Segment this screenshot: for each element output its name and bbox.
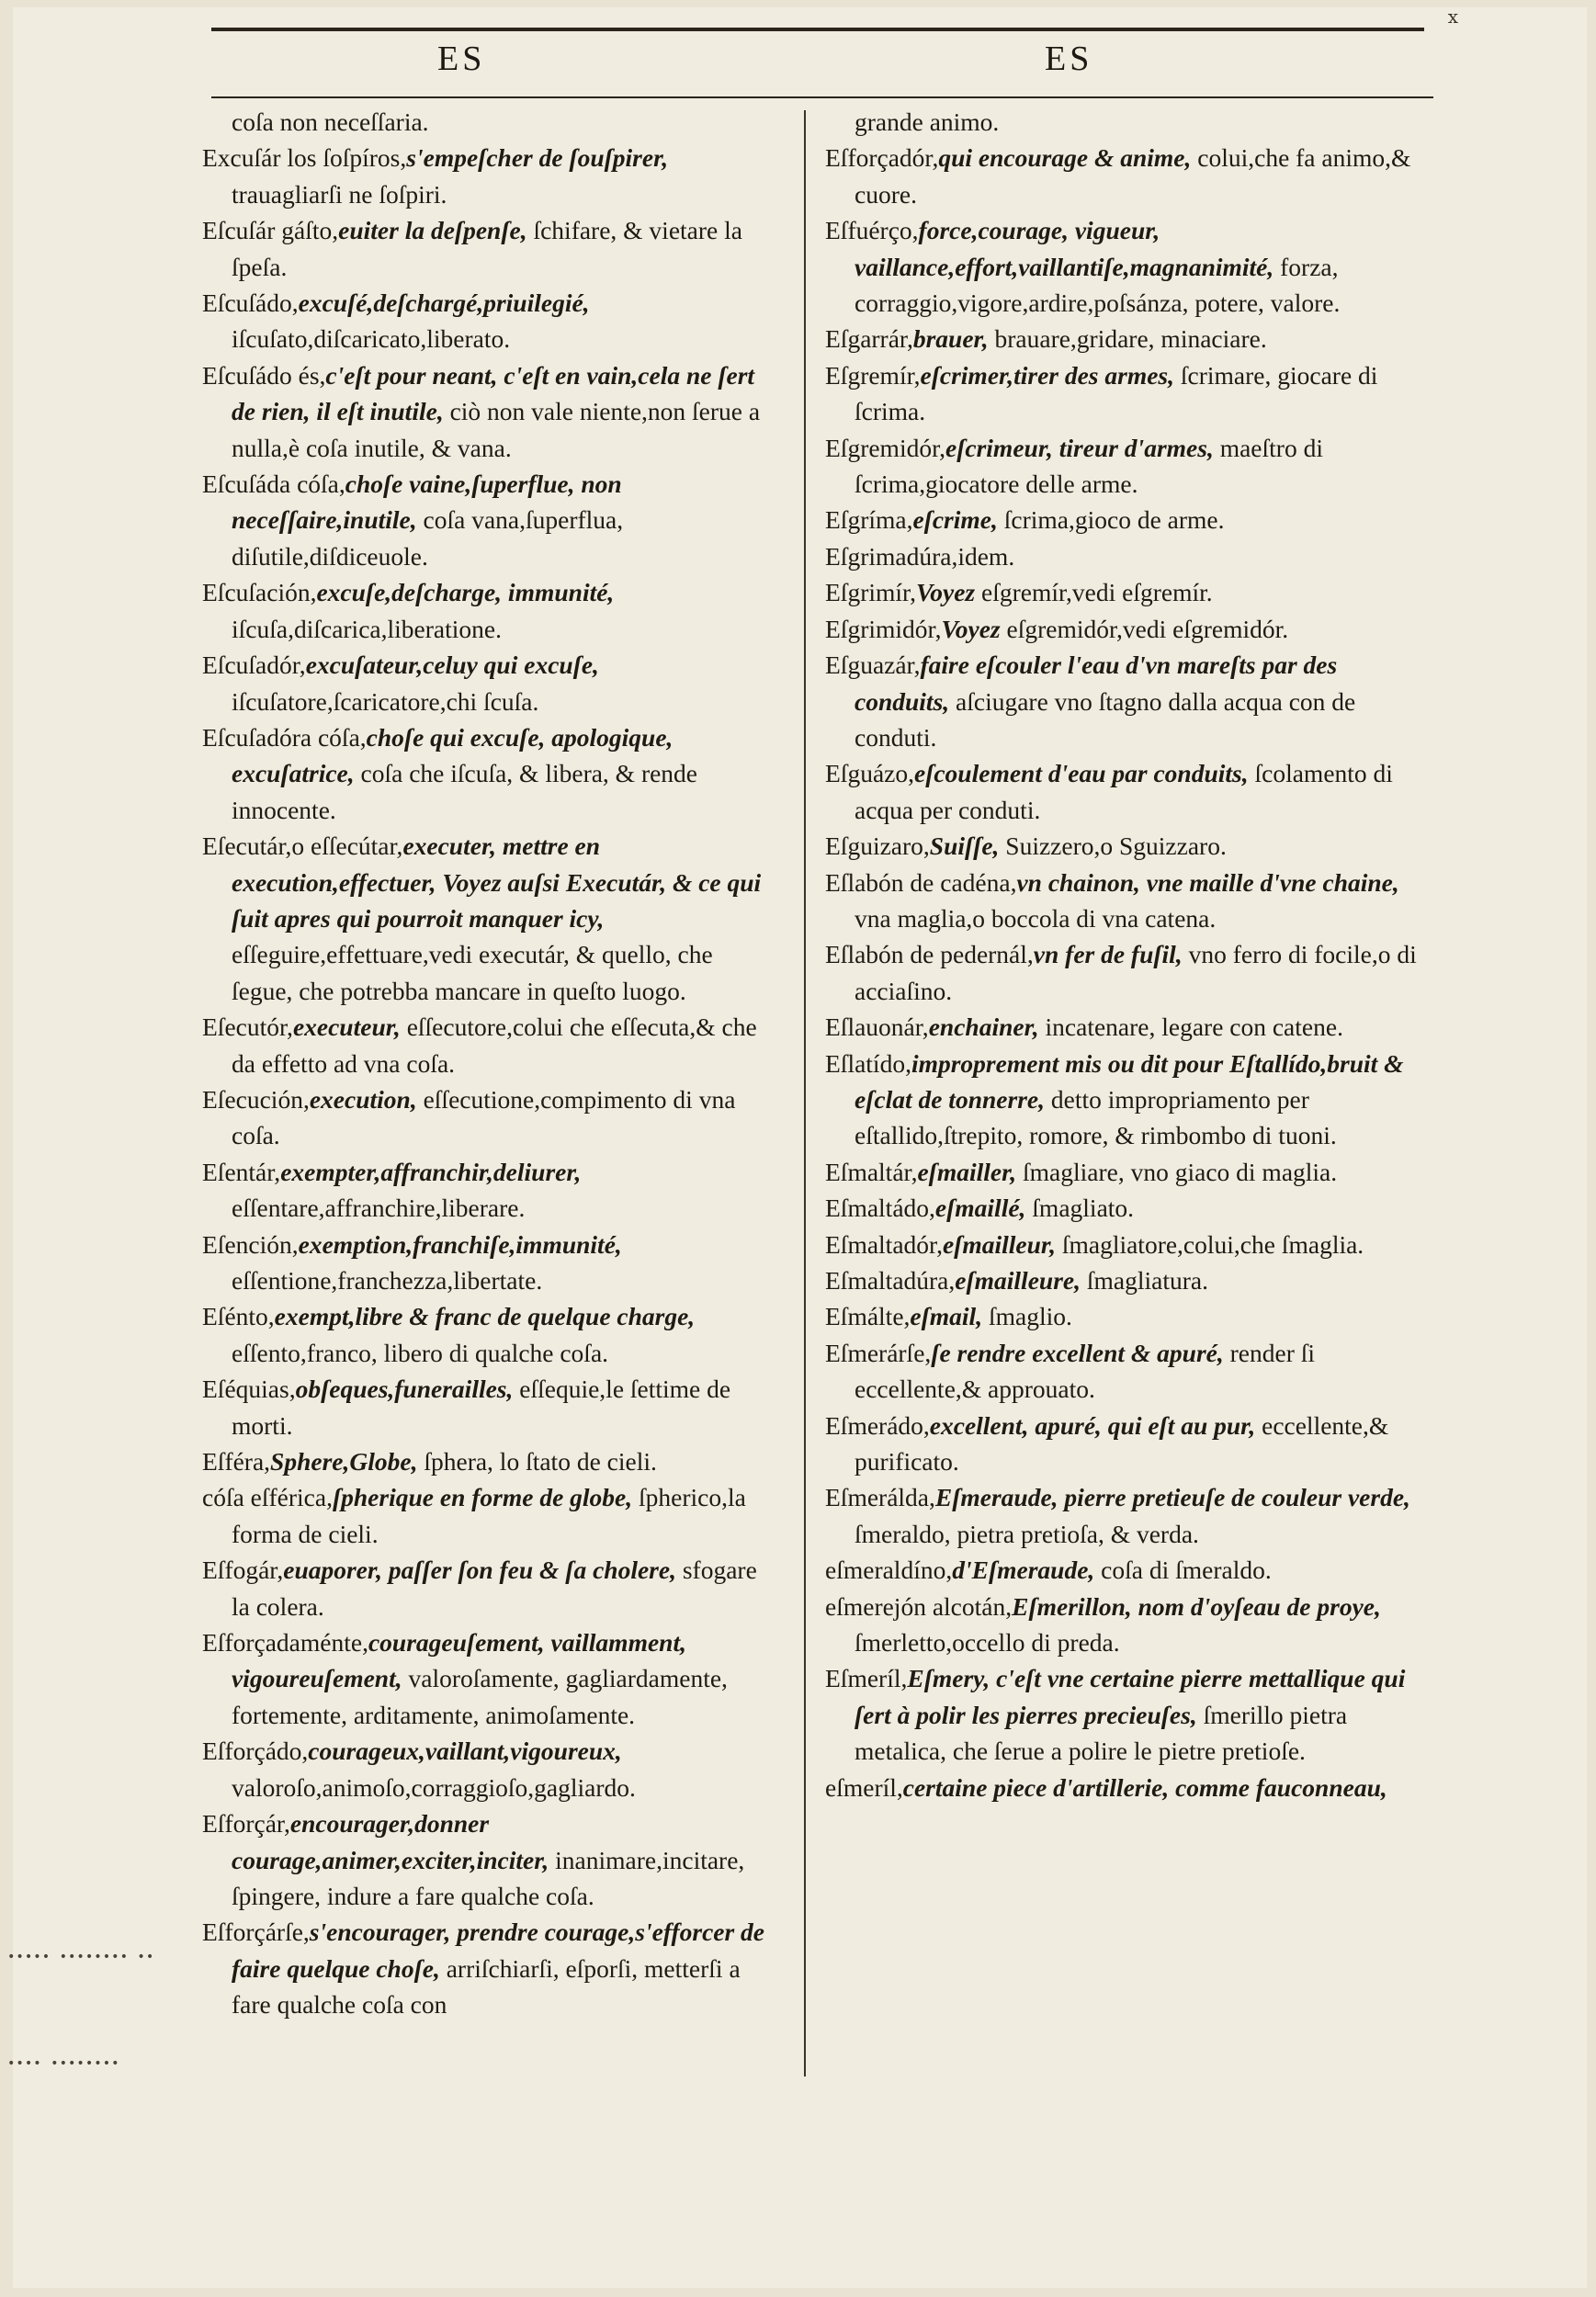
headword: Eſlabón de cadéna,	[825, 867, 1017, 897]
italian-gloss: eſſentare,affranchire,liberare.	[232, 1194, 526, 1223]
dictionary-entry	[825, 502, 1432, 537]
headword: Eſmaltádo,	[825, 1194, 935, 1223]
headword: Eſgrimír,	[825, 578, 916, 607]
italian-gloss: ſcrima,gioco de arme.	[1003, 505, 1225, 535]
headword: Eſgremidór,	[825, 433, 946, 462]
headword: eſmerejón alcotán,	[825, 1591, 1013, 1621]
italian-gloss: ſmerletto,occello di preda.	[855, 1628, 1120, 1658]
dictionary-entry	[202, 1733, 772, 1805]
dictionary-entry	[202, 1443, 772, 1479]
dictionary-entry	[825, 1046, 1432, 1154]
dictionary-entry	[825, 1298, 1432, 1334]
headword: Eſcuſádo és,	[202, 360, 326, 390]
dictionary-entry	[825, 828, 1432, 864]
italian-gloss: vna maglia,o boccola di vna catena.	[855, 903, 1217, 933]
italian-gloss: eſgremír,vedi eſgremír.	[981, 578, 1213, 607]
dictionary-entry	[825, 1154, 1432, 1190]
dictionary-entry	[202, 1227, 772, 1299]
headword: Eſecutár,o eſſecútar,	[202, 832, 403, 861]
italian-gloss: incatenare, legare con catene.	[1045, 1013, 1343, 1042]
italian-gloss: eſgremidór,vedi eſgremidór.	[1006, 614, 1289, 643]
italian-gloss: ſmerillo pietra metalica, che ſerue a polire le pietre pretioſe.	[855, 1700, 1348, 1766]
headword: Eſguizaro,	[825, 832, 930, 861]
headword: Eſcuſáda cóſa,	[202, 470, 345, 499]
french-gloss: c'eſt pour neant, c'eſt en vain,cela ne ſert de rien, il eſt inutile,	[232, 360, 755, 426]
italian-gloss: eſſento,franco, libero di qualche coſa.	[232, 1338, 609, 1367]
italian-gloss: vno ferro di focile,o di acciaſino.	[855, 940, 1417, 1005]
headword: Eſforçadaménte,	[202, 1628, 368, 1658]
dictionary-entry	[825, 1479, 1432, 1552]
headword: Eſféra,	[202, 1447, 271, 1477]
italian-gloss: eſſeguire,effettuare,vedi executár, & quello, che ſegue, che potrebba mancare in queſto luogo.	[232, 940, 713, 1005]
italian-gloss: grande animo.	[855, 107, 1000, 136]
italian-gloss: ſchifare, & vietare la ſpeſa.	[232, 216, 742, 281]
headword: Eſforçadór,	[825, 143, 939, 173]
dictionary-entry	[202, 1081, 772, 1154]
italian-gloss: coſa vana,ſuperflua, diſutile,diſdiceuole.	[232, 505, 624, 571]
dictionary-entry	[825, 140, 1432, 212]
headword: Eſgarrár,	[825, 324, 913, 354]
dictionary-entry	[825, 1335, 1432, 1408]
headword: Eſgremír,	[825, 360, 921, 390]
french-gloss: Eſmerillon, nom d'oyſeau de proye,	[1012, 1591, 1381, 1621]
french-gloss: eſcoulement d'eau par conduits,	[913, 759, 1249, 788]
italian-gloss: eccellente,& purificato.	[855, 1410, 1389, 1477]
italian-gloss: valoroſamente, gagliardamente, fortemente, arditamente, animoſamente.	[232, 1664, 728, 1729]
french-gloss: faire eſcouler l'eau d'vn mareſts par des conduits,	[855, 651, 1338, 716]
dictionary-entry	[825, 1262, 1432, 1298]
headword: Eſmaltadúra,	[825, 1266, 956, 1295]
headword: Eſmálte,	[825, 1302, 911, 1331]
dictionary-entry	[202, 1298, 772, 1371]
french-gloss: brauer,	[912, 324, 989, 354]
french-gloss: excuſe,deſcharge, immunité,	[316, 578, 615, 607]
italian-gloss: sfogare la colera.	[232, 1556, 757, 1621]
headword: Eſcuſadór,	[202, 651, 306, 680]
dictionary-entry	[825, 936, 1432, 1009]
french-gloss: eſcrime,	[912, 505, 998, 535]
dictionary-entry	[825, 104, 1432, 140]
corner-mark: x	[1447, 6, 1458, 28]
french-gloss: choſe qui excuſe, apologique, excuſatrice,	[232, 722, 673, 788]
dictionary-entry	[202, 357, 772, 466]
italian-gloss: ſpherico,la forma de cieli.	[232, 1483, 746, 1548]
french-gloss: exemption,franchiſe,immunité,	[298, 1229, 622, 1259]
headword: Eſmaltár,	[825, 1157, 918, 1186]
french-gloss: euaporer, paſſer ſon feu & ſa cholere,	[283, 1556, 676, 1585]
italian-gloss: ſcolamento di acqua per conduti.	[855, 759, 1393, 824]
dictionary-entry	[825, 321, 1432, 356]
headword: cóſa eſférica,	[202, 1483, 333, 1512]
dictionary-entry	[202, 719, 772, 828]
french-gloss: vn chainon, vne maille d'vne chaine,	[1016, 867, 1399, 897]
italian-gloss: eſſecutore,colui che eſſecuta,& che da effetto ad vna coſa.	[232, 1013, 757, 1078]
french-gloss: eſmaillé,	[934, 1194, 1026, 1223]
italian-gloss: ſmagliato.	[1032, 1194, 1135, 1223]
header-rule-bottom	[211, 96, 1433, 98]
dictionary-entry	[202, 1009, 772, 1081]
french-gloss: eſmail,	[910, 1302, 983, 1331]
headword: Eſecutór,	[202, 1013, 293, 1042]
french-gloss: Voyez	[941, 614, 1001, 643]
headword: Eſlabón de pedernál,	[825, 940, 1034, 969]
dictionary-entry	[202, 574, 772, 647]
dictionary-entry	[825, 1190, 1432, 1226]
italian-gloss: inanimare,incitare, ſpingere, indure a fare qualche coſa.	[232, 1845, 745, 1910]
margin-dots: ••••• •••••••• ••	[7, 1950, 155, 1964]
french-gloss: excellent, apuré, qui eſt au pur,	[929, 1410, 1256, 1440]
dictionary-entry	[825, 357, 1432, 430]
headword: Eſforçárſe,	[202, 1918, 310, 1947]
italian-gloss: render ſi eccellente,& approuato.	[855, 1338, 1316, 1404]
headword: Eſgríma,	[825, 505, 913, 535]
dictionary-entry	[825, 574, 1432, 610]
french-gloss: executer, mettre en execution,effectuer, Voyez auſsi Executár, & ce qui ſuit apres qui pourroit manquer icy,	[232, 832, 762, 933]
italian-gloss: aſciugare vno ſtagno dalla acqua con de conduti.	[855, 686, 1356, 752]
dictionary-entry	[825, 865, 1432, 937]
headword: Eſgrimidór,	[825, 614, 942, 643]
headword: Eſéquias,	[202, 1375, 296, 1404]
italian-gloss: ſphera, lo ſtato de cieli.	[424, 1447, 657, 1477]
headword: Eſmerálda,	[825, 1483, 935, 1512]
headword: Eſcuſádo,	[202, 289, 299, 318]
french-gloss: s'encourager, prendre courage,s'efforcer de faire quelque choſe,	[232, 1918, 765, 1983]
french-gloss: vn fer de fuſil,	[1033, 940, 1183, 969]
headword: Eſlauonár,	[825, 1013, 929, 1042]
headword: Eſfogár,	[202, 1556, 284, 1585]
dictionary-entry	[202, 1479, 772, 1552]
dictionary-entry	[202, 1805, 772, 1914]
dictionary-entry	[202, 1552, 772, 1624]
french-gloss: exempt,libre & franc de quelque charge,	[274, 1302, 696, 1331]
french-gloss: eſcrimeur, tireur d'armes,	[945, 433, 1214, 462]
french-gloss: encourager,donner courage,animer,exciter,inciter,	[232, 1809, 549, 1874]
headword: Eſguázo,	[825, 759, 914, 788]
french-gloss: Voyez	[915, 578, 976, 607]
headword: Eſmaltadór,	[825, 1229, 943, 1259]
headword: Eſcuſadóra cóſa,	[202, 722, 367, 752]
french-gloss: qui encourage & anime,	[938, 143, 1192, 173]
dictionary-entry	[825, 538, 1432, 574]
french-gloss: courageux,vaillant,vigoureux,	[308, 1737, 622, 1766]
french-gloss: exempter,affranchir,deliurer,	[280, 1157, 582, 1186]
french-gloss: Suiſſe,	[929, 832, 1000, 861]
running-head-left: ES	[437, 40, 486, 78]
french-gloss: excuſateur,celuy qui excuſe,	[305, 651, 599, 680]
french-gloss: d'Eſmeraude,	[952, 1556, 1095, 1585]
italian-gloss: iſcuſato,diſcaricato,liberato.	[232, 324, 511, 354]
margin-dots: •••• ••••••••	[7, 2056, 120, 2071]
dictionary-entry	[202, 212, 772, 285]
french-gloss: executeur,	[292, 1013, 401, 1042]
italian-gloss: iſcuſa,diſcarica,liberatione.	[232, 614, 502, 643]
french-gloss: certaine piece d'artillerie, comme fauconneau,	[902, 1772, 1387, 1802]
headword: Eſmerádo,	[825, 1410, 930, 1440]
headword: Eſcuſár gáſto,	[202, 216, 339, 245]
italian-gloss: trauagliarſi ne ſoſpiri.	[232, 179, 447, 209]
italian-gloss: eſſentione,franchezza,libertate.	[232, 1266, 543, 1295]
french-gloss: eſcrimer,tirer des armes,	[920, 360, 1175, 390]
headword: Eſentár,	[202, 1157, 281, 1186]
french-gloss: enchainer,	[928, 1013, 1039, 1042]
dictionary-entry	[825, 611, 1432, 647]
italian-gloss: Suizzero,o Sguizzaro.	[1005, 832, 1227, 861]
italian-gloss: brauare,gridare, minaciare.	[994, 324, 1267, 354]
dictionary-entry	[825, 1408, 1432, 1480]
dictionary-entry	[825, 1552, 1432, 1588]
dictionary-entry	[825, 212, 1432, 321]
headword: Eſénto,	[202, 1302, 275, 1331]
dictionary-entry	[825, 1589, 1432, 1661]
headword: Eſguazár,	[825, 651, 921, 680]
dictionary-entry	[825, 755, 1432, 828]
dictionary-entry	[202, 1914, 772, 2022]
french-gloss: Eſmery, c'eſt vne certaine pierre mettallique qui ſert à polir les pierres precieuſes,	[855, 1664, 1406, 1729]
dictionary-entry	[825, 1770, 1432, 1805]
italian-gloss: ſcrimare, giocare di ſcrima.	[855, 360, 1378, 426]
italian-gloss: ſmagliatore,colui,che ſmaglia.	[1061, 1229, 1364, 1259]
french-gloss: Eſmeraude, pierre pretieuſe de couleur verde,	[934, 1483, 1410, 1512]
french-gloss: ſpherique en forme de globe,	[332, 1483, 633, 1512]
italian-gloss: ciò non vale niente,non ſerue a nulla,è coſa inutile, & vana.	[232, 397, 761, 462]
headword: eſmeríl,	[825, 1772, 903, 1802]
dictionary-entry	[825, 1009, 1432, 1045]
dictionary-entry	[825, 647, 1432, 755]
italian-gloss: coſa non neceſſaria.	[232, 107, 429, 136]
dictionary-entry	[202, 466, 772, 574]
headword: Eſmerárſe,	[825, 1338, 932, 1367]
dictionary-entry	[202, 1624, 772, 1733]
right-column	[825, 104, 1432, 1805]
headword: Eſecución,	[202, 1084, 310, 1114]
italian-gloss: maeſtro di ſcrima,giocatore delle arme.	[855, 433, 1323, 499]
headword: Eſmeríl,	[825, 1664, 908, 1693]
italian-gloss: colui,che fa animo,& cuore.	[855, 143, 1411, 209]
dictionary-entry	[825, 1660, 1432, 1769]
headword: Eſfuérço,	[825, 216, 919, 245]
dictionary-entry	[202, 104, 772, 140]
french-gloss: obſeques,funerailles,	[295, 1375, 514, 1404]
headword: Eſforçár,	[202, 1809, 290, 1839]
french-gloss: eſmailleur,	[942, 1229, 1056, 1259]
header-rule-top	[211, 28, 1424, 31]
italian-gloss: coſa di ſmeraldo.	[1101, 1556, 1272, 1585]
french-gloss: ſe rendre excellent & apuré,	[931, 1338, 1224, 1367]
headword: Eſforçádo,	[202, 1737, 309, 1766]
french-gloss: Sphere,Globe,	[270, 1447, 418, 1477]
italian-gloss: arriſchiarſi, eſporſi, metterſi a fare qualche coſa con	[232, 1953, 741, 2020]
french-gloss: euiter la deſpenſe,	[338, 216, 527, 245]
french-gloss: improprement mis ou dit pour Eſtallído,bruit & eſclat de tonnerre,	[855, 1048, 1404, 1114]
dictionary-entry	[202, 140, 772, 212]
headword: Excuſár los ſoſpíros,	[202, 143, 407, 173]
italian-gloss: eſſequie,le ſettime de morti.	[232, 1375, 731, 1440]
column-divider	[804, 110, 806, 2076]
french-gloss: excuſé,deſchargé,priuilegié,	[298, 289, 590, 318]
french-gloss: s'empeſcher de ſouſpirer,	[406, 143, 669, 173]
italian-gloss: iſcuſatore,ſcaricatore,chi ſcuſa.	[232, 686, 539, 716]
dictionary-entry	[202, 828, 772, 1009]
french-gloss: courageuſement, vaillamment, vigoureuſement,	[232, 1628, 686, 1693]
italian-gloss: valoroſo,animoſo,corraggioſo,gagliardo.	[232, 1772, 636, 1802]
italian-gloss: eſſecutione,compimento di vna coſa.	[232, 1084, 736, 1150]
italian-gloss: idem.	[957, 541, 1015, 571]
dictionary-entry	[825, 430, 1432, 503]
headword: Eſlatído,	[825, 1048, 911, 1078]
dictionary-entry	[202, 647, 772, 719]
headword: eſmeraldíno,	[825, 1556, 953, 1585]
dictionary-entry	[202, 1371, 772, 1443]
italian-gloss: detto impropriamento per eſtallido,ſtrepito, romore, & rimbombo di tuoni.	[855, 1084, 1337, 1150]
italian-gloss: ſmagliatura.	[1086, 1266, 1208, 1295]
italian-gloss: coſa che iſcuſa, & libera, & rende innocente.	[232, 759, 698, 824]
italian-gloss: forza, corraggio,vigore,ardire,poſsánza, potere, valore.	[855, 252, 1341, 318]
running-head-right: ES	[1045, 40, 1093, 78]
french-gloss: execution,	[309, 1084, 417, 1114]
headword: Eſgrimadúra,	[825, 541, 958, 571]
italian-gloss: ſmaglio.	[988, 1302, 1072, 1331]
italian-gloss: ſmagliare, vno giaco di maglia.	[1023, 1157, 1338, 1186]
dictionary-entry	[202, 1154, 772, 1227]
left-column	[202, 104, 772, 2023]
headword: Eſención,	[202, 1229, 299, 1259]
headword: Eſcuſación,	[202, 578, 317, 607]
french-gloss: eſmailler,	[917, 1157, 1017, 1186]
french-gloss: choſe vaine,ſuperflue, non neceſſaire,inutile,	[232, 470, 622, 535]
dictionary-entry	[202, 285, 772, 357]
italian-gloss: ſmeraldo, pietra pretioſa, & verda.	[855, 1519, 1199, 1548]
dictionary-entry	[825, 1227, 1432, 1262]
french-gloss: force,courage, vigueur, vaillance,effort,vaillantiſe,magnanimité,	[855, 216, 1274, 281]
french-gloss: eſmailleure,	[955, 1266, 1081, 1295]
